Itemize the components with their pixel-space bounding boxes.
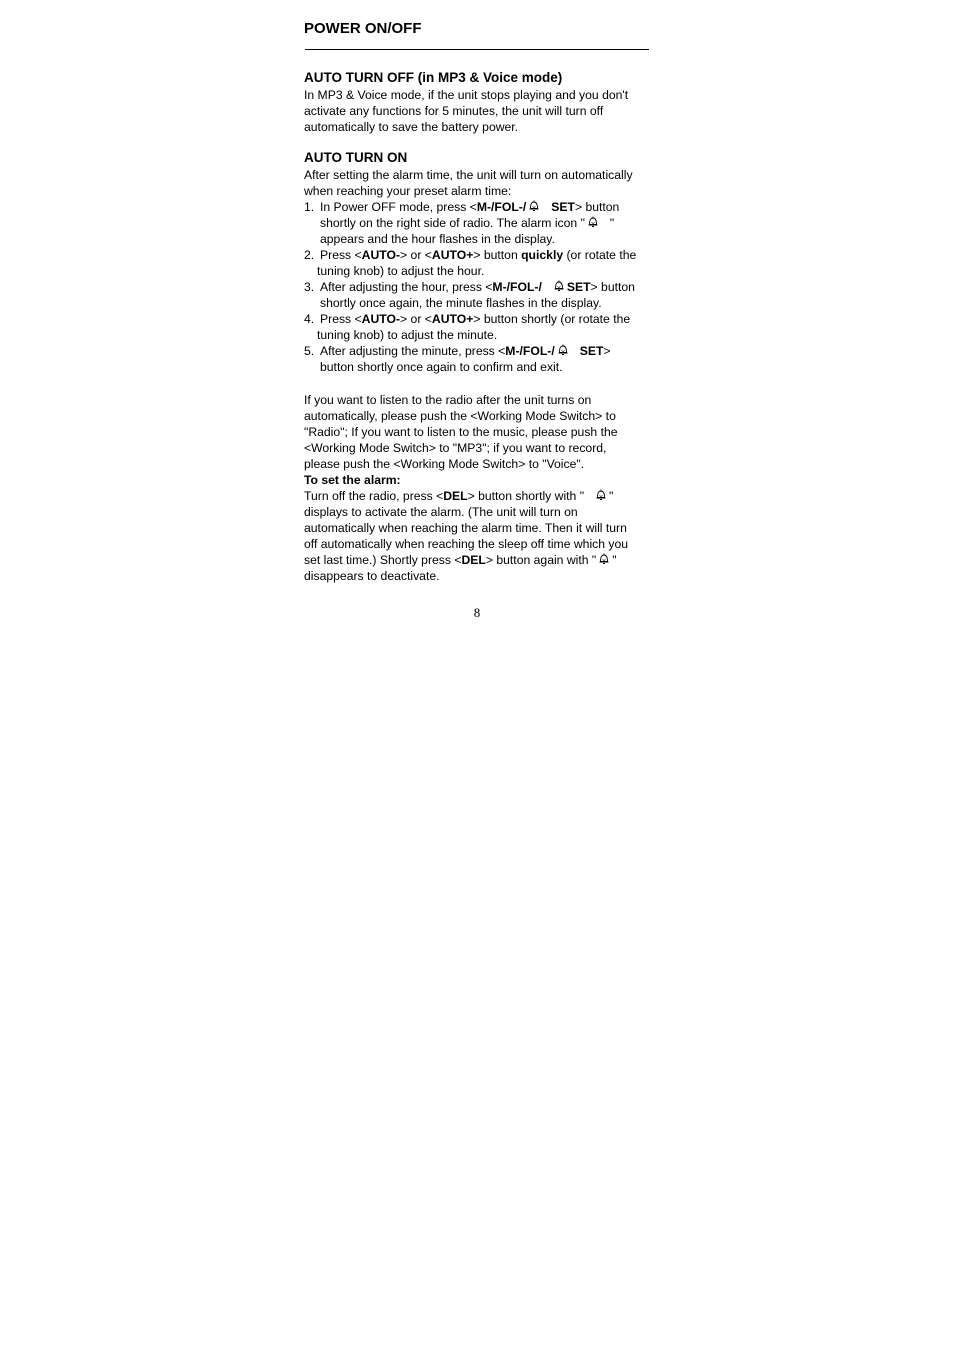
body-text: > button shortly with " [467,489,585,503]
text-line: when reaching your preset alarm time: [304,184,512,198]
button-name: DEL [461,553,486,567]
text-line [320,343,656,359]
step-text: > [603,344,611,358]
alarm-steps-list [304,199,656,375]
alarm-bell-icon [594,488,608,502]
step-number: 4. [304,312,315,326]
step-text: Press < [320,312,362,326]
text-line [320,279,656,295]
text-line [320,199,656,215]
button-name: DEL [443,489,468,503]
alarm-bell-icon [556,343,570,357]
step-text: > or < [400,312,432,326]
text-line [320,247,656,263]
step-text: > or < [400,248,432,262]
step-number: 1. [304,200,315,214]
button-name: SET [566,280,591,294]
working-mode-text [304,392,656,584]
list-item-step-1 [304,199,656,247]
text-line: tuning knob) to adjust the hour. [317,264,485,278]
button-name: M-/FOL-/ [505,344,555,358]
step-text: After adjusting the hour, press < [320,280,493,294]
list-item-step-2 [304,247,656,279]
text-line: button shortly once again to confirm and exit. [320,360,563,374]
step-number: 2. [304,248,315,262]
text-line: <Working Mode Switch> to "MP3"; if you want to record, [304,441,607,455]
text-line: disappears to deactivate. [304,569,440,583]
text-line: activate any functions for 5 minutes, the unit will turn off [304,104,604,118]
emphasis-text: quickly [521,248,564,262]
set-alarm-heading: To set the alarm: [304,473,401,487]
text-line: After setting the alarm time, the unit will turn on automatically [304,168,633,182]
button-name: AUTO- [361,248,401,262]
step-text: > button shortly (or rotate the [473,312,631,326]
step-text: > button [473,248,522,262]
text-line: If you want to listen to the radio after the unit turns on [304,393,592,407]
text-line: automatically when reaching the alarm time. Then it will turn [304,521,627,535]
auto-turn-off-heading: AUTO TURN OFF (in MP3 & Voice mode) [304,70,563,85]
body-text: Turn off the radio, press < [304,489,444,503]
button-name: AUTO+ [431,312,474,326]
alarm-bell-icon [586,215,600,229]
text-line [320,311,656,327]
button-name: M-/FOL-/ [492,280,542,294]
text-line: automatically, please push the <Working Mode Switch> to [304,409,616,423]
button-name: M-/FOL-/ [476,200,527,214]
text-line: shortly once again, the minute flashes in the display. [320,296,602,310]
text-line [304,552,656,568]
step-text: shortly on the right side of radio. The alarm icon " [320,216,585,230]
auto-turn-off-text [304,87,656,135]
text-line: "Radio"; If you want to listen to the music, please push the [304,425,618,439]
alarm-bell-icon [597,552,611,566]
button-name: SET [551,200,575,214]
step-text: (or rotate the [563,248,637,262]
step-number: 3. [304,280,315,294]
auto-turn-on-heading: AUTO TURN ON [304,150,408,165]
body-text: > button again with " [485,553,597,567]
step-text: > button [574,200,620,214]
title-divider [305,49,649,50]
text-line: tuning knob) to adjust the minute. [317,328,498,342]
list-item-step-4 [304,311,656,343]
step-text: " [609,216,615,230]
auto-turn-on-intro [304,167,656,199]
step-text: After adjusting the minute, press < [320,344,506,358]
text-line: off automatically when reaching the sleep off time which you [304,537,629,551]
body-text: set last time.) Shortly press < [304,553,462,567]
body-text: " [612,553,617,567]
text-line: displays to activate the alarm. (The unit will turn on [304,505,578,519]
page-title: POWER ON/OFF [304,20,422,37]
text-line [320,215,656,231]
step-text: In Power OFF mode, press < [320,200,477,214]
text-line: appears and the hour flashes in the display. [320,232,555,246]
list-item-step-5 [304,343,656,375]
list-item-step-3 [304,279,656,311]
page-number: 8 [473,605,481,620]
text-line: In MP3 & Voice mode, if the unit stops playing and you don't [304,88,629,102]
button-name: AUTO+ [431,248,474,262]
alarm-bell-icon [527,199,541,213]
step-text: > button [590,280,635,294]
text-line: automatically to save the battery power. [304,120,519,134]
step-number: 5. [304,344,315,358]
button-name: SET [579,344,604,358]
alarm-bell-icon [552,279,566,293]
body-text: " [609,489,614,503]
step-text: Press < [320,248,362,262]
text-line [304,488,656,504]
text-line: please push the <Working Mode Switch> to "Voice". [304,457,585,471]
button-name: AUTO- [361,312,401,326]
